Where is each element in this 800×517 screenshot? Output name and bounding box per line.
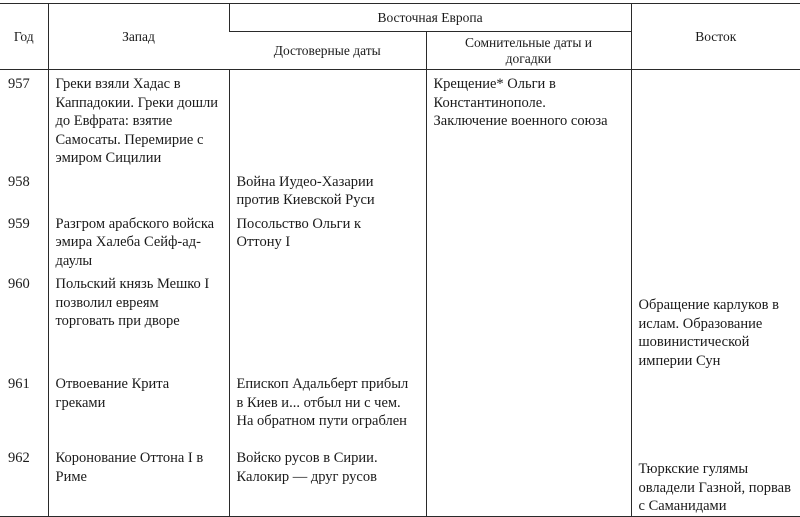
year-column-header: Год bbox=[0, 4, 48, 70]
doubtful-cell bbox=[426, 168, 631, 210]
reliable-cell: Епископ Адальберт прибыл в Киев и... отбыл ни с чем. На обратном пути ограблен bbox=[229, 370, 426, 444]
year-cell: 960 bbox=[8, 276, 30, 292]
table-row bbox=[0, 270, 800, 370]
east-cell: Обращение карлуков в ислам. Образование шовинистической империи Сун bbox=[631, 270, 800, 370]
doubtful-cell bbox=[426, 444, 631, 516]
east-cell bbox=[631, 70, 800, 168]
west-cell: Коронование Оттона I в Риме bbox=[48, 444, 229, 516]
west-cell: Отвоевание Крита греками bbox=[48, 370, 229, 444]
year-cell: 958 bbox=[8, 173, 30, 190]
reliable-cell bbox=[229, 70, 426, 168]
doubtful-dates-header: Сомнительные даты и догадки bbox=[426, 32, 631, 70]
doubtful-cell bbox=[426, 210, 631, 271]
year-cell: 959 bbox=[8, 215, 30, 232]
chronology-table bbox=[0, 3, 800, 517]
reliable-cell: Войско русов в Сирии. Калокир — друг русов bbox=[229, 444, 426, 516]
table-row bbox=[0, 210, 800, 271]
reliable-cell: Война Иудео-Хазарии против Киевской Руси bbox=[229, 168, 426, 210]
east-column-header: Восток bbox=[631, 4, 800, 70]
doubtful-cell bbox=[426, 270, 631, 370]
year-cell: 961 bbox=[8, 376, 30, 392]
doubtful-cell: Крещение* Ольги в Константинополе. Заключение военного союза bbox=[426, 70, 631, 168]
table-row bbox=[0, 168, 800, 210]
west-column-header: Запад bbox=[48, 4, 229, 70]
east-cell bbox=[631, 370, 800, 444]
reliable-cell: Посольство Ольги к Оттону I bbox=[229, 210, 426, 271]
table-row bbox=[0, 370, 800, 444]
eastern-europe-header: Восточная Европа bbox=[229, 4, 631, 32]
east-cell bbox=[631, 168, 800, 210]
doubtful-cell bbox=[426, 370, 631, 444]
west-cell: Разгром арабского войска эмира Халеба Сейф-ад-даулы bbox=[48, 210, 229, 271]
table-row bbox=[0, 444, 800, 516]
table-body bbox=[0, 70, 800, 517]
east-cell: Тюркские гулямы овладели Газной, порвав с Саманидами bbox=[631, 444, 800, 516]
west-cell: Польский князь Мешко I позволил евреям торговать при дворе bbox=[48, 270, 229, 370]
year-cell: 957 bbox=[8, 76, 30, 92]
west-cell bbox=[48, 168, 229, 210]
reliable-cell bbox=[229, 270, 426, 370]
year-cell: 962 bbox=[0, 444, 48, 516]
west-cell: Греки взяли Хадас в Каппадокии. Греки дошли до Евфрата: взятие Самосаты. Перемирие с эмиром Сицилии bbox=[48, 70, 229, 168]
table-row bbox=[0, 70, 800, 168]
table-header bbox=[0, 4, 800, 70]
reliable-dates-header: Достоверные даты bbox=[229, 32, 426, 70]
east-cell bbox=[631, 210, 800, 271]
